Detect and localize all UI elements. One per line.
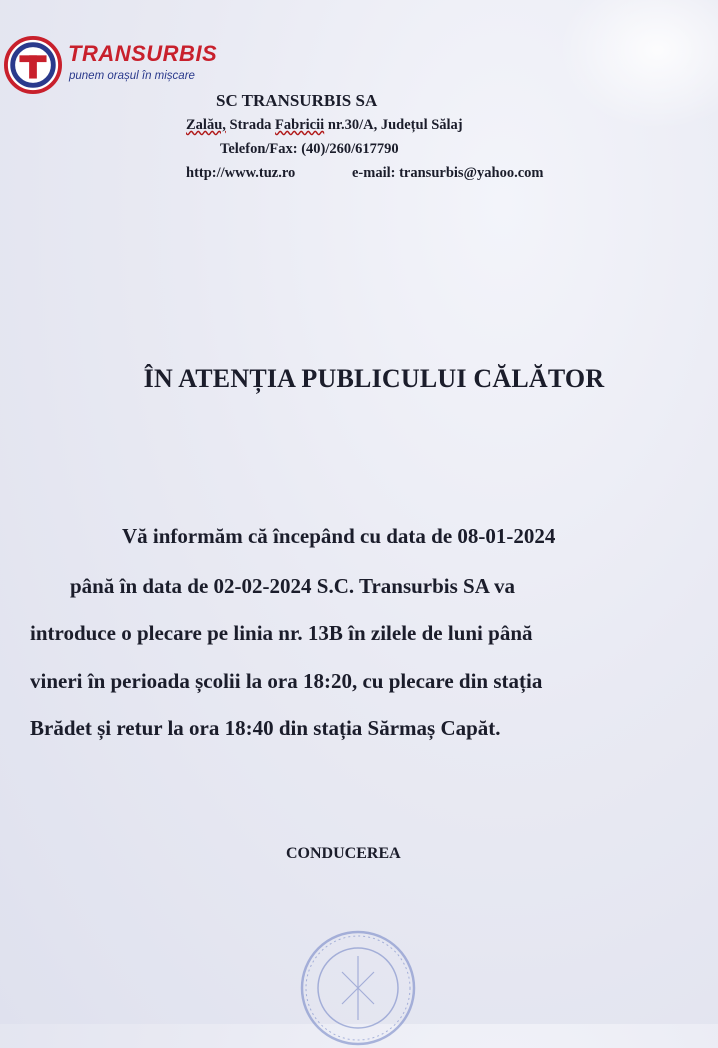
- address-city: Zalău,: [186, 117, 226, 133]
- light-glare: [558, 0, 718, 130]
- notice-line: vineri în perioada școlii la ora 18:20, cu plecare din stația: [30, 669, 543, 693]
- company-name: SC TRANSURBIS SA: [216, 91, 378, 110]
- notice-line: Vă informăm că începând cu data de 08-01-2024: [122, 524, 556, 548]
- logo-wordmark-prefix: TRAN: [68, 41, 132, 66]
- logo-wordmark-suffix: SURBIS: [131, 41, 218, 66]
- company-email: e-mail: transurbis@yahoo.com: [352, 165, 544, 181]
- company-stamp-icon: [298, 928, 418, 1048]
- address-street-prefix: Strada: [229, 117, 272, 133]
- signature-label: CONDUCEREA: [286, 845, 401, 862]
- company-website: http://www.tuz.ro: [186, 165, 296, 181]
- notice-line: introduce o plecare pe linia nr. 13B în zilele de luni până: [30, 621, 533, 645]
- notice-title: ÎN ATENȚIA PUBLICULUI CĂLĂTOR: [143, 364, 605, 393]
- notice-line: Brădet și retur la ora 18:40 din stația Sărmaș Capăt.: [30, 716, 501, 740]
- address-rest: nr.30/A, Județul Sălaj: [327, 117, 463, 133]
- logo-wordmark: [68, 41, 217, 67]
- logo-tagline: punem orașul în mișcare: [69, 70, 195, 82]
- notice-line: până în data de 02-02-2024 S.C. Transurbis SA va: [70, 574, 515, 598]
- transurbis-logo-icon: [4, 36, 62, 94]
- address-street-name: Fabricii: [275, 117, 325, 133]
- company-phone: Telefon/Fax: (40)/260/617790: [220, 141, 399, 157]
- company-address: [186, 117, 463, 134]
